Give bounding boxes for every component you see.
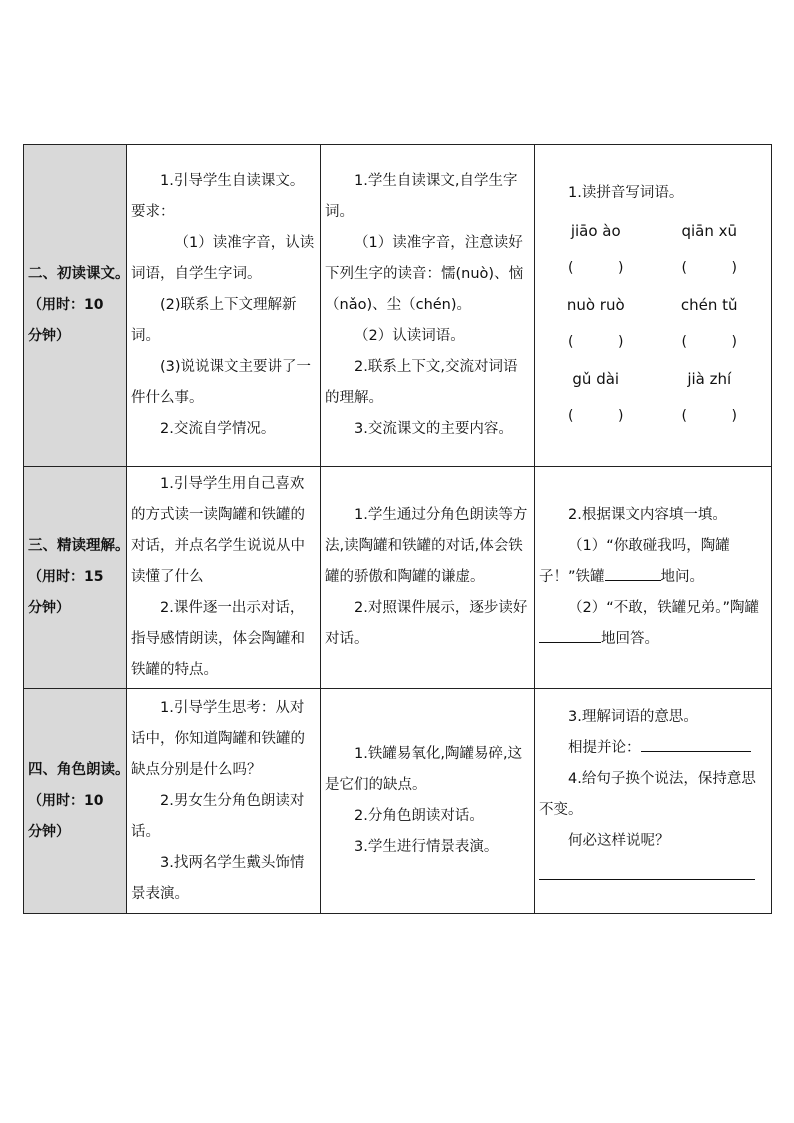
teacher-activity-cell (127, 689, 321, 914)
table-row (24, 467, 772, 689)
pinyin-word: jià zhí (687, 369, 732, 388)
stage-name: 二、初读课文。 (28, 266, 130, 282)
pinyin-word: gǔ dài (572, 369, 620, 388)
lesson-plan-table (23, 144, 772, 914)
stage-time: 分钟） (28, 328, 70, 344)
student-text: 1.学生自读课文,自学生字词。 (325, 173, 518, 220)
stage-name: 三、精读理解。 (28, 538, 130, 554)
student-text: （1）读准字音，注意读好下列生字的读音：懦(nuò)、恼（nǎo)、尘（chén)。 (325, 235, 524, 313)
exercise-title: 1.读拼音写词语。 (568, 184, 684, 201)
student-activity-cell (321, 145, 535, 467)
teacher-activity-cell (127, 145, 321, 467)
pinyin-grid (539, 213, 766, 434)
answer-blank: ( ) (568, 407, 624, 424)
student-text: 1.铁罐易氧化,陶罐易碎,这是它们的缺点。 (325, 746, 523, 793)
teacher-text: 2.交流自学情况。 (160, 421, 276, 437)
answer-line (539, 879, 755, 880)
fill-question: （1）“你敢碰我吗，陶罐子！”铁罐 地问。 (539, 538, 730, 585)
pinyin-word: chén tǔ (680, 295, 738, 314)
student-text: 1.学生通过分角色朗读等方法,读陶罐和铁罐的对话,体会铁罐的骄傲和陶罐的谦虚。 (325, 507, 528, 585)
answer-blank: ( ) (568, 333, 624, 350)
rewrite-sentence: 何必这样说呢？ (568, 833, 670, 849)
table-row (24, 689, 772, 914)
teacher-text: 2.男女生分角色朗读对话。 (131, 792, 305, 840)
teacher-text: 1.引导学生用自己喜欢的方式读一读陶罐和铁罐的对话，并点名学生说说从中读懂了什么 (131, 476, 305, 585)
student-text: 2.分角色朗读对话。 (354, 808, 484, 824)
stage-time: 分钟） (28, 600, 70, 616)
stage-time: （用时：10 (28, 297, 104, 313)
student-activity-cell (321, 689, 535, 914)
pinyin-word: jiāo ào (570, 221, 621, 240)
answer-blank: ( ) (681, 333, 737, 350)
stage-cell (24, 145, 130, 467)
pinyin-word: nuò ruò (566, 295, 625, 314)
stage-cell (24, 467, 130, 689)
stage-time: （用时：15 (28, 569, 104, 585)
teacher-text: 1.引导学生自读课文。要求： (131, 173, 305, 220)
exercise-cell (535, 467, 772, 689)
student-text: 2.对照课件展示，逐步读好对话。 (325, 600, 528, 647)
teacher-text: 2.课件逐一出示对话，指导感情朗读，体会陶罐和铁罐的特点。 (131, 600, 305, 678)
teacher-activity-cell (127, 467, 321, 689)
student-text: 3.学生进行情景表演。 (354, 839, 499, 855)
fill-blank (605, 566, 661, 582)
exercise-title: 3.理解词语的意思。 (568, 709, 698, 725)
student-activity-cell (321, 467, 535, 689)
stage-name: 四、角色朗读。 (28, 761, 130, 778)
teacher-text: 1.引导学生思考：从对话中，你知道陶罐和铁罐的缺点分别是什么吗？ (131, 699, 305, 778)
fill-question: （2）“不敢，铁罐兄弟。”陶罐地回答。 (539, 593, 766, 655)
word-question: 相提并论： (539, 733, 766, 764)
stage-time: 分钟） (28, 823, 70, 840)
stage-time: （用时：10 (28, 792, 104, 809)
table-row (24, 145, 772, 467)
exercise-title: 2.根据课文内容填一填。 (568, 507, 727, 523)
exercise-cell (535, 689, 772, 914)
answer-blank: ( ) (568, 259, 624, 276)
fill-blank (539, 628, 601, 644)
student-text: （2）认读词语。 (354, 328, 465, 344)
exercise-cell (535, 145, 772, 467)
teacher-text: 3.找两名学生戴头饰情景表演。 (131, 854, 305, 902)
teacher-text: （1）读准字音，认读词语，自学生字词。 (131, 235, 315, 282)
answer-blank: ( ) (681, 259, 737, 276)
stage-cell (24, 689, 130, 914)
teacher-text: (3)说说课文主要讲了一件什么事。 (131, 359, 312, 406)
fill-blank (641, 737, 751, 753)
teacher-text: (2)联系上下文理解新词。 (131, 297, 297, 344)
student-text: 2.联系上下文,交流对词语的理解。 (325, 359, 518, 406)
pinyin-word: qiān xū (681, 221, 738, 240)
answer-blank: ( ) (681, 407, 737, 424)
student-text: 3.交流课文的主要内容。 (354, 421, 513, 437)
rewrite-question: 4.给句子换个说法，保持意思不变。 (539, 771, 756, 818)
